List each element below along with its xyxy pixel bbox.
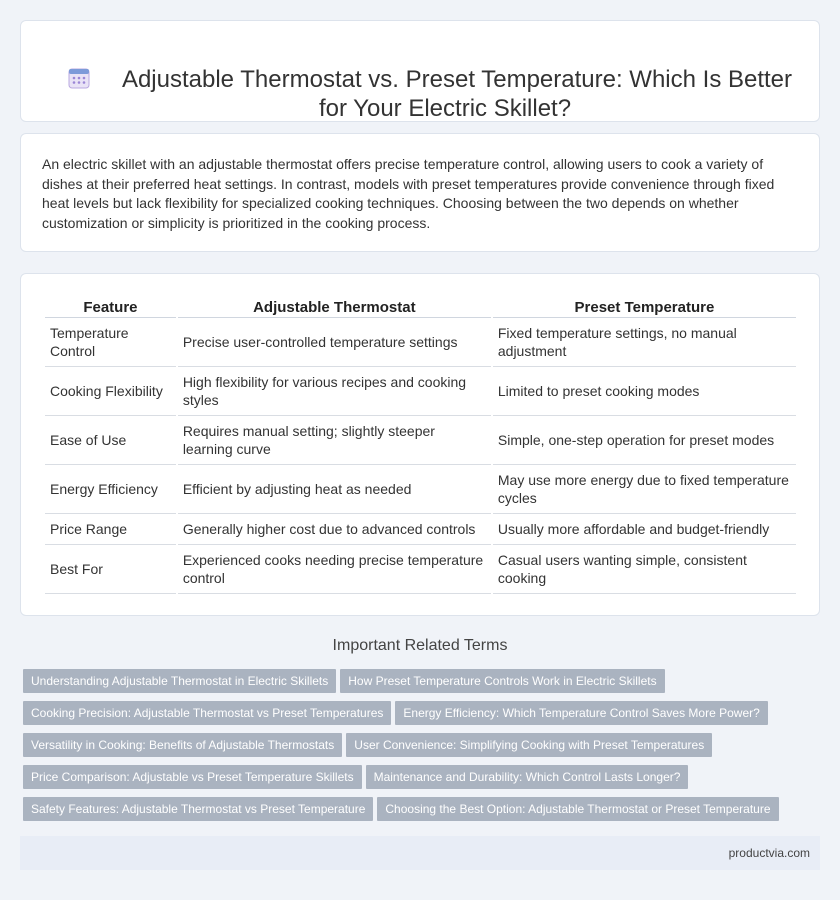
header-adjustable: Adjustable Thermostat	[178, 296, 491, 318]
related-term-tag[interactable]: Price Comparison: Adjustable vs Preset Temperature Skillets	[23, 765, 362, 789]
cell-adjustable: Requires manual setting; slightly steeper learning curve	[178, 416, 491, 465]
related-term-tag[interactable]: User Convenience: Simplifying Cooking with Preset Temperatures	[346, 733, 712, 757]
related-term-tag[interactable]: Safety Features: Adjustable Thermostat vs Preset Temperature	[23, 797, 373, 821]
header-feature: Feature	[45, 296, 176, 318]
table-header-row	[45, 296, 796, 318]
intro-paragraph: An electric skillet with an adjustable thermostat offers precise temperature control, allowing users to cook a variety of dishes at their preferred heat settings. In contrast, models with preset temperatures provide convenience through fixed heat levels but lack flexibility for specialized cooking techniques. Choosing between the two depends on whether customization or simplicity is prioritized in the cooking process.	[42, 156, 775, 231]
cell-preset: Usually more affordable and budget-friendly	[493, 514, 796, 545]
cell-adjustable: Experienced cooks needing precise temperature control	[178, 545, 491, 594]
cell-adjustable: Precise user-controlled temperature settings	[178, 318, 491, 367]
footer-site-link[interactable]: productvia.com	[728, 846, 810, 860]
cell-preset: Simple, one-step operation for preset modes	[493, 416, 796, 465]
table-row	[45, 367, 796, 416]
comparison-card	[20, 273, 820, 616]
title-card	[20, 20, 820, 122]
table-row	[45, 545, 796, 594]
related-term-tag[interactable]: Energy Efficiency: Which Temperature Control Saves More Power?	[395, 701, 767, 725]
related-term-tag[interactable]: Choosing the Best Option: Adjustable Thermostat or Preset Temperature	[377, 797, 778, 821]
table-row	[45, 416, 796, 465]
related-terms-list	[23, 669, 813, 829]
related-term-tag[interactable]: Maintenance and Durability: Which Control Lasts Longer?	[366, 765, 689, 789]
page-title: Adjustable Thermostat vs. Preset Temperature: Which Is Better for Your Electric Skillet?	[121, 66, 793, 122]
related-term-tag[interactable]: How Preset Temperature Controls Work in Electric Skillets	[340, 669, 664, 693]
footer	[20, 836, 820, 870]
header-preset: Preset Temperature	[493, 296, 796, 318]
cell-adjustable: High flexibility for various recipes and cooking styles	[178, 367, 491, 416]
cell-adjustable: Generally higher cost due to advanced controls	[178, 514, 491, 545]
intro-card	[20, 133, 820, 252]
cell-feature: Energy Efficiency	[45, 465, 176, 514]
cell-feature: Temperature Control	[45, 318, 176, 367]
cell-preset: Limited to preset cooking modes	[493, 367, 796, 416]
cell-feature: Price Range	[45, 514, 176, 545]
related-term-tag[interactable]: Understanding Adjustable Thermostat in Electric Skillets	[23, 669, 336, 693]
cell-feature: Cooking Flexibility	[45, 367, 176, 416]
cell-adjustable: Efficient by adjusting heat as needed	[178, 465, 491, 514]
cell-preset: May use more energy due to fixed temperature cycles	[493, 465, 796, 514]
cell-feature: Ease of Use	[45, 416, 176, 465]
related-terms-heading: Important Related Terms	[332, 637, 508, 654]
table-row	[45, 318, 796, 367]
table-row	[45, 514, 796, 545]
comparison-table	[43, 296, 798, 594]
cell-feature: Best For	[45, 545, 176, 594]
cell-preset: Casual users wanting simple, consistent cooking	[493, 545, 796, 594]
table-row	[45, 465, 796, 514]
cell-preset: Fixed temperature settings, no manual adjustment	[493, 318, 796, 367]
related-term-tag[interactable]: Versatility in Cooking: Benefits of Adjustable Thermostats	[23, 733, 342, 757]
related-term-tag[interactable]: Cooking Precision: Adjustable Thermostat vs Preset Temperatures	[23, 701, 391, 725]
